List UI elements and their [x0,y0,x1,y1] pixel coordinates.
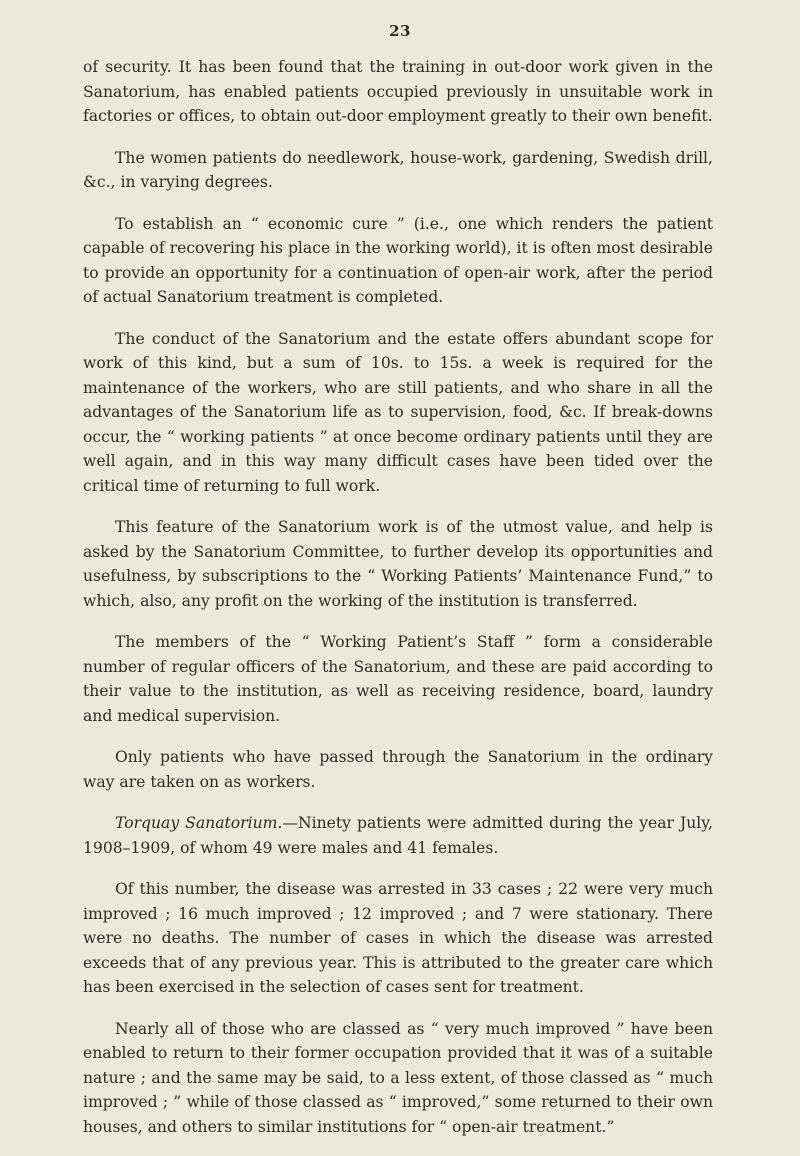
paragraph-4: The conduct of the Sanatorium and the estate offers abundant scope for work of this kind, but a sum of 10s. to 15s. a week is required for the maintenance of the workers, who are still patients, and who share in all the advantages of the Sanatorium life as to supervision, food, &c. If break-downs occur, the “ working patients ” at once become ordinary patients until they are well again, and in this way many difficult cases have been tided over the critical time of returning to full work. [83,329,713,495]
paragraph-10: Nearly all of those who are classed as “ very much improved ” have been enabled to return to their former occupation provided that it was of a suitable nature ; and the same may be said, to a less extent, of those classed as “ much improved ; ” while of those classed as “ improved,” some returned to their own houses, and others to similar institutions for “ open-air treatment.” [83,1019,713,1136]
body-text [83,55,713,1156]
paragraph-3: To establish an “ economic cure ” (i.e., one which renders the patient capable of recovering his place in the working world), it is often most desirable to provide an opportunity for a continuation of open-air work, after the period of actual Sanatorium treatment is completed. [83,214,713,306]
paragraph-9: Of this number, the disease was arrested in 33 cases ; 22 were very much improved ; 16 much improved ; 12 improved ; and 7 were stationary. There were no deaths. The number of cases in which the disease was arrested exceeds that of any previous year. This is attributed to the greater care which has been exercised in the selection of cases sent for treatment. [83,880,713,996]
section-lead-torquay: Torquay Sanatorium. [115,814,283,832]
paragraph-1: of security. It has been found that the training in out-door work given in the Sanatorium, has enabled patients occupied previously in unsuitable work in factories or offices, to obtain out-door employment greatly to their own benefit. [83,58,713,125]
paragraph-5: This feature of the Sanatorium work is of the utmost value, and help is asked by the Sanatorium Committee, to further develop its opportunities and usefulness, by subscriptions to the “ Working Patients’ Maintenance Fund,” to which, also, any profit on the working of the institution is transferred. [83,518,713,610]
paragraph-8-text: —Ninety patients were admitted during the year July, 1908–1909, of whom 49 were males and 41 females. [83,814,713,857]
paragraph-8 [83,811,713,860]
paragraph-7: Only patients who have passed through the Sanatorium in the ordinary way are taken on as workers. [83,748,713,791]
page-number: 23 [389,22,411,40]
paragraph-2: The women patients do needlework, house-work, gardening, Swedish drill, &c., in varying degrees. [83,148,713,191]
paragraph-6: The members of the “ Working Patient’s Staff ” form a considerable number of regular officers of the Sanatorium, and these are paid according to their value to the institution, as well as receiving residence, board, laundry and medical supervision. [83,633,713,725]
